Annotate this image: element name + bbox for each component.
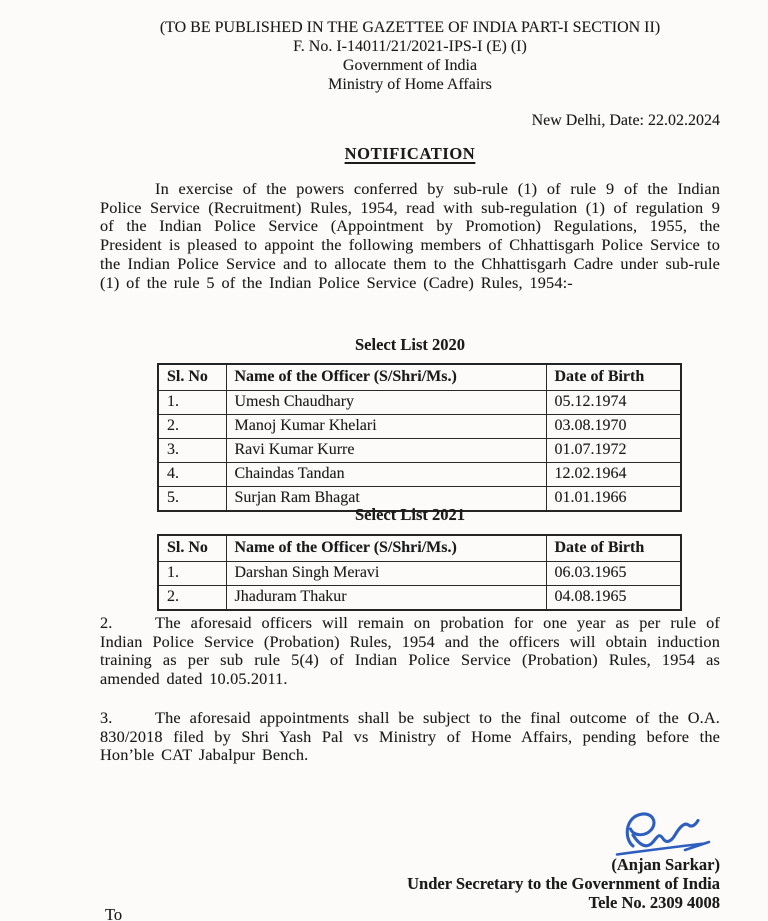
table-row	[158, 439, 681, 463]
table-row	[158, 415, 681, 439]
cell-dob: 04.08.1965	[546, 586, 681, 611]
col-header-name: Name of the Officer (S/Shri/Ms.)	[226, 535, 546, 562]
select-list-2020-table	[157, 363, 682, 512]
cell-sl-no: 2.	[158, 415, 226, 439]
cell-sl-no: 4.	[158, 463, 226, 487]
signatory-name: (Anjan Sarkar)	[611, 855, 720, 874]
cell-officer-name: Ravi Kumar Kurre	[226, 439, 546, 463]
paragraph-3-text: The aforesaid appointments shall be subject to the final outcome of the O.A. 830/2018 filed by Shri Yash Pal vs Ministry of Home Affairs, pending before the Hon’ble CAT Jabalpur Bench.	[100, 708, 720, 765]
table-row	[158, 463, 681, 487]
select-list-2020-title: Select List 2020	[355, 335, 465, 354]
cell-sl-no: 5.	[158, 487, 226, 512]
table-header-row	[158, 535, 681, 562]
table-row	[158, 562, 681, 586]
cell-dob: 01.07.1972	[546, 439, 681, 463]
select-list-2021-table	[157, 534, 682, 611]
file-number: F. No. I-14011/21/2021-IPS-I (E) (I)	[293, 38, 527, 55]
cell-officer-name: Darshan Singh Meravi	[226, 562, 546, 586]
cell-dob: 06.03.1965	[546, 562, 681, 586]
notification-title: NOTIFICATION	[344, 144, 476, 163]
signatory-designation: Under Secretary to the Government of India	[407, 874, 720, 893]
ministry-line: Ministry of Home Affairs	[328, 76, 492, 93]
col-header-dob: Date of Birth	[546, 364, 681, 391]
paragraph-2-text: The aforesaid officers will remain on probation for one year as per rule of Indian Police Service (Probation) Rules, 1954 and the officers will obtain induction training as per sub rule 5(4) of Indian Police Service (Probation) Rules, 1954 as amended dated 10.05.2011.	[100, 613, 720, 689]
cell-dob: 12.02.1964	[546, 463, 681, 487]
cell-officer-name: Jhaduram Thakur	[226, 586, 546, 611]
col-header-dob: Date of Birth	[546, 535, 681, 562]
signatory-telephone: Tele No. 2309 4008	[588, 893, 720, 912]
cell-dob: 05.12.1974	[546, 391, 681, 415]
paragraph-2	[100, 614, 720, 689]
paragraph-3-number: 3.	[100, 708, 113, 727]
cell-dob: 01.01.1966	[546, 487, 681, 512]
to-label: To	[105, 905, 123, 921]
signature-ink-icon	[613, 808, 721, 860]
paragraph-1: In exercise of the powers conferred by sub-rule (1) of rule 9 of the Indian Police Service (Recruitment) Rules, 1954, read with sub-regulation (1) of regulation 9 of the Indian Police Service (Appointment by Promotion) Regulations, 1955, the President is pleased to appoint the following members of Chhattisgarh Police Service to the Indian Police Service and to allocate them to the Chhattisgarh Cadre under sub-rule (1) of the rule 5 of the Indian Police Service (Cadre) Rules, 1954:-	[100, 179, 720, 292]
cell-sl-no: 3.	[158, 439, 226, 463]
table-row	[158, 586, 681, 611]
col-header-sl-no: Sl. No	[158, 535, 226, 562]
col-header-sl-no: Sl. No	[158, 364, 226, 391]
cell-sl-no: 2.	[158, 586, 226, 611]
paragraph-2-number: 2.	[100, 613, 113, 632]
government-of-india-line: Government of India	[342, 57, 478, 74]
cell-sl-no: 1.	[158, 391, 226, 415]
cell-officer-name: Umesh Chaudhary	[226, 391, 546, 415]
signature-loop-stroke	[627, 814, 654, 846]
cell-dob: 03.08.1970	[546, 415, 681, 439]
cell-sl-no: 1.	[158, 562, 226, 586]
place-date-line: New Delhi, Date: 22.02.2024	[531, 112, 720, 129]
gazette-publish-line: (TO BE PUBLISHED IN THE GAZETTEE OF INDIA PART-I SECTION II)	[159, 19, 661, 36]
paragraph-3	[100, 709, 720, 765]
col-header-name: Name of the Officer (S/Shri/Ms.)	[226, 364, 546, 391]
cell-officer-name: Manoj Kumar Khelari	[226, 415, 546, 439]
select-list-2021-title: Select List 2021	[355, 505, 465, 524]
cell-officer-name: Surjan Ram Bhagat	[226, 487, 546, 512]
table-header-row	[158, 364, 681, 391]
document-header	[100, 18, 720, 94]
cell-officer-name: Chaindas Tandan	[226, 463, 546, 487]
table-row	[158, 391, 681, 415]
